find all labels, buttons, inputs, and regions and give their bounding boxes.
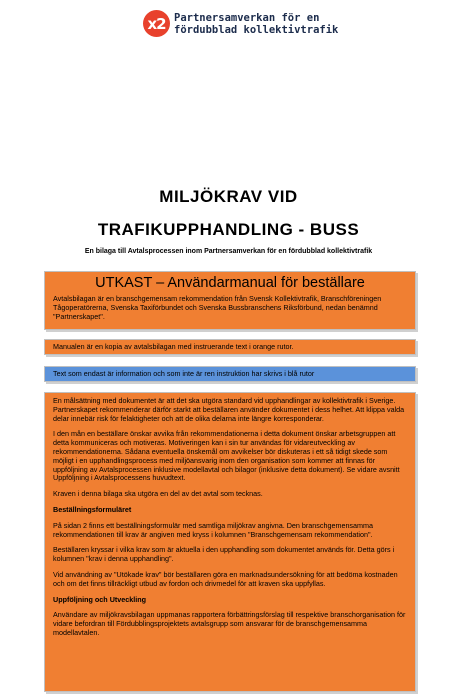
document-title-line-1: MILJÖKRAV VID (159, 187, 298, 206)
logo-line-2: fördubblad kollektivtrafik (174, 23, 339, 36)
x2-logo-icon: x2 (143, 10, 170, 37)
logo-text (174, 12, 338, 36)
instructions-box (44, 392, 416, 692)
partnersamverkan-logo (143, 10, 338, 37)
instructions-paragraph-2: I den mån en beställare önskar avvika från rekommendationerna i detta dokument önskar arbetsgruppen att detta kommuniceras och motiveras. Motiveringen kan i sin tur användas för vidareutveckling av rekommendationerna. Sådana eventuella önskemål om avvikelser bör diskuteras i ett så tidigt skede som möjligt i en upphandlingsprocess med miljöansvarig inom den organisation som kommer att finnas för uppföljning av Avtalsprocessen inklusive modellavtal och bilagor (inklusive detta dokument). Se vidare avsnitt Uppföljning i Avtalsprocessens huvudtext. (53, 429, 400, 483)
instructions-paragraph-3: Kraven i denna bilaga ska utgöra en del av det avtal som tecknas. (53, 489, 263, 499)
info-note-text: Text som endast är information och som inte är ren instruktion har skrivs i blå rutor (53, 369, 315, 378)
section-heading-follow-up: Uppföljning och Utveckling (53, 594, 147, 604)
manual-note-text: Manualen är en kopia av avtalsbilagan med instruerande text i orange rutor. (53, 342, 294, 351)
draft-manual-text: Avtalsbilagan är en branschgemensam rekommendation från Svensk Kollektivtrafik, Branschföreningen Tågoperatörerna, Svenska Taxiförbundet och Svenska Bussbranschens Riksförbund, nedan benämnd "Partnerskapet". (53, 294, 382, 321)
instructions-paragraph-4: På sidan 2 finns ett beställningsformulär med samtliga miljökrav angivna. Den branschgemensamma rekommendationen till krav är angiven med kryss i kolumnen "Branschgemensam rekommendation". (53, 520, 373, 539)
info-note-box (44, 366, 416, 382)
logo-line-1: Partnersamverkan för en (174, 11, 320, 24)
instructions-paragraph-1: En målsättning med dokumentet är att det ska utgöra standard vid upphandlingar av kollektivtrafik i Sverige. Partnerskapet rekommenderar därför starkt att beställaren använder dokumentet i dess helhet. Att klippa valda delar innebär risk för felaktigheter och att de olika delarna inte längre korresponderar. (53, 396, 405, 423)
manual-note-box (44, 339, 416, 355)
draft-manual-box (44, 271, 416, 330)
instructions-paragraph-6: Vid användning av "Utökade krav" bör beställaren göra en marknadsundersökning för att bedöma kostnaden och om det finns tillräckligt utbud av fordon och drivmedel för att kraven ska uppfyllas. (53, 569, 398, 588)
section-heading-order-form: Beställningsformuläret (53, 504, 132, 514)
document-title-line-2: TRAFIKUPPHANDLING - BUSS (97, 220, 360, 239)
instructions-paragraph-7: Användare av miljökravsbilagan uppmanas rapportera förbättringsförslag till respektive branschorganisation för vidare befordran till Fördubblingsprojektets avtalsgrupp som ansvarar för de branschgemensamma modellavtalen. (53, 610, 406, 637)
draft-manual-heading: UTKAST – Användarmanual för beställare (95, 275, 365, 291)
document-subtitle: En bilaga till Avtalsprocessen inom Partnersamverkan för en fördubblad kollektivtrafik (84, 248, 373, 255)
instructions-paragraph-5: Beställaren kryssar i vilka krav som är aktuella i den upphandling som dokumentet används för. Detta görs i kolumnen "krav i denna upphandling". (53, 545, 395, 564)
